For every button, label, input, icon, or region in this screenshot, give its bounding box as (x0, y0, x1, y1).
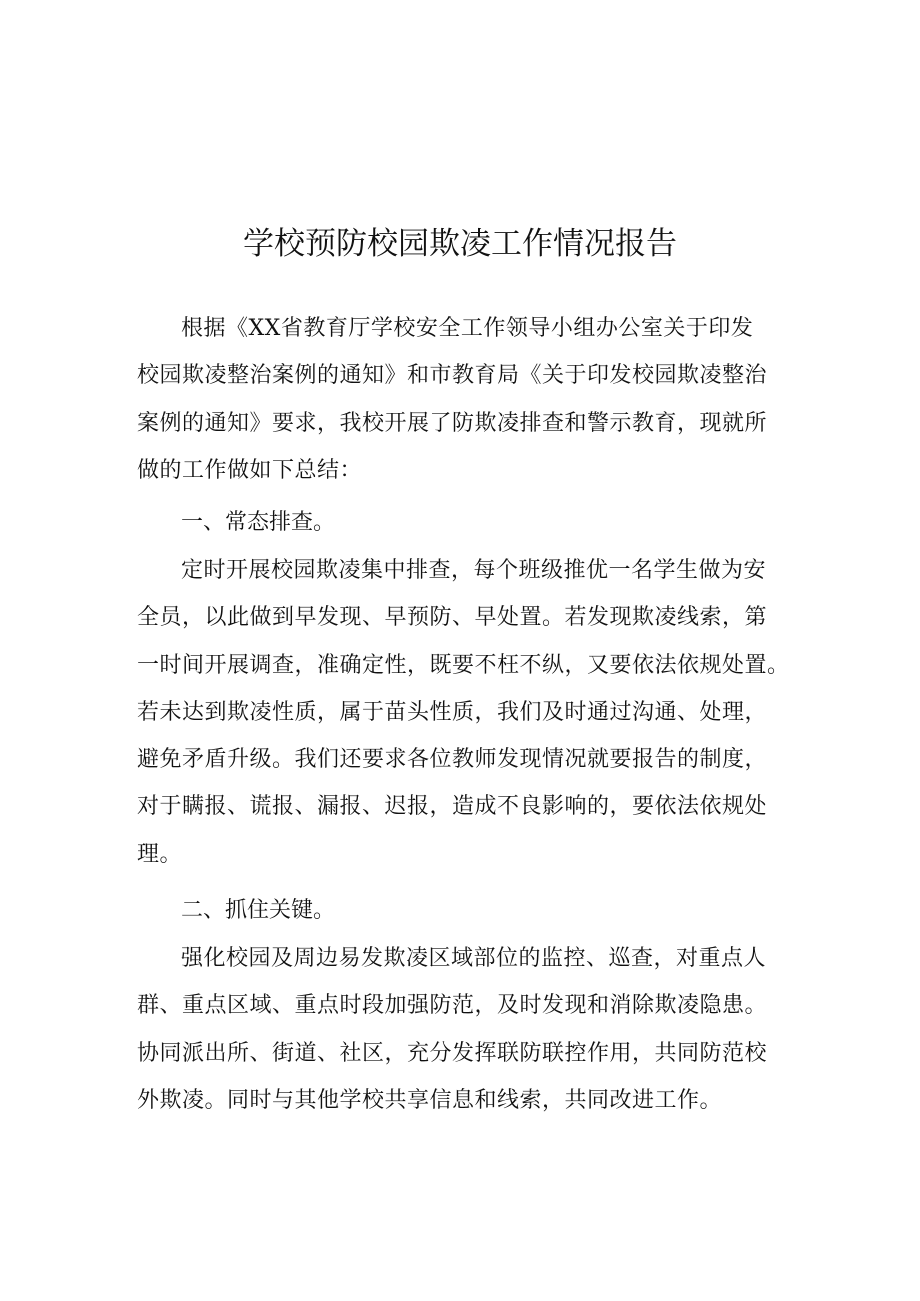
section-paragraph-routine-check (137, 547, 801, 878)
intro-paragraph (137, 305, 801, 494)
section-paragraph-key-points (137, 935, 801, 1124)
paragraph-line: 做的工作做如下总结： (137, 457, 363, 483)
paragraph-line: 理。 (137, 841, 183, 867)
paragraph-line: 协同派出所、街道、社区，充分发挥联防联控作用，共同防范校 (137, 1040, 768, 1066)
paragraph-line: 对于瞒报、谎报、漏报、迟报，造成不良影响的，要依法依规处 (137, 794, 768, 820)
paragraph-line: 强化校园及周边易发欺凌区域部位的监控、巡查，对重点人 (181, 946, 767, 971)
paragraph-line: 外欺凌。同时与其他学校共享信息和线索，共同改进工作。 (137, 1087, 723, 1113)
paragraph-line: 一时间开展调查，准确定性，既要不枉不纵，又要依法依规处置。 (137, 652, 790, 678)
document-title: 学校预防校园欺凌工作情况报告 (243, 226, 677, 262)
paragraph-line: 定时开展校园欺凌集中排查，每个班级推优一名学生做为安 (181, 558, 767, 583)
paragraph-line: 校园欺凌整治案例的通知》和市教育局《关于印发校园欺凌整治 (137, 363, 768, 389)
paragraph-line: 避免矛盾升级。我们还要求各位教师发现情况就要报告的制度， (137, 747, 768, 773)
paragraph-line: 全员，以此做到早发现、早预防、早处置。若发现欺凌线索，第 (137, 605, 768, 631)
paragraph-line: 案例的通知》要求，我校开展了防欺凌排查和警示教育，现就所 (137, 410, 768, 436)
paragraph-line: 若未达到欺凌性质，属于苗头性质，我们及时通过沟通、处理， (137, 699, 768, 725)
paragraph-line: 群、重点区域、重点时段加强防范，及时发现和消除欺凌隐患。 (137, 993, 768, 1019)
section-heading-routine-check: 一、常态排查。 (181, 510, 336, 535)
paragraph-line: 根据《XX省教育厅学校安全工作领导小组办公室关于印发 (181, 316, 754, 341)
section-heading-key-points: 二、抓住关键。 (181, 898, 336, 923)
